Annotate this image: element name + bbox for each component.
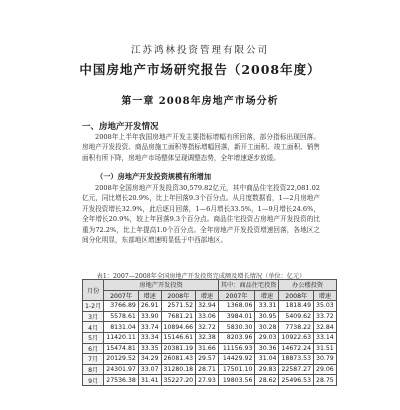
table-cell: 33.07: [138, 364, 161, 375]
subsection-paragraph: 2008年全国房地产开发投资30,579.82亿元，其中商品住宅投资22,081.02亿元，同比增长20.9%，比上年回落9.3个百分点。从月度数据看，1—2月房地产开发投资增长32.9%，此后逐月回落，1—6月增长33.5%，1—9月增长24.6%，全年增长20.9%，较上年回落9.3个百分点。商品住宅投资占房地产开发投资的比重为72.2%，比上年提高1.0个百分点。全年房地产开发投资增速回落，各地区之间分化明显，东部地区增速明显低于中西部地区。: [82, 184, 320, 245]
table-sub-header-row: [83, 290, 337, 301]
investment-table: [82, 279, 337, 386]
group-header-residential: 其中：商品住宅投资: [218, 280, 279, 291]
table-cell: 24301.97: [104, 364, 139, 375]
table-cell: 29.06: [314, 364, 337, 375]
table-cell: 33.06: [196, 311, 219, 322]
table-cell: 3984.01: [218, 311, 255, 322]
table-cell: 30.79: [314, 354, 337, 365]
table-cell: 14672.24: [279, 343, 314, 354]
table-cell: 33.14: [314, 332, 337, 343]
table-cell: 28.75: [314, 375, 337, 386]
table-cell: 32.38: [196, 332, 219, 343]
table-cell: 7681.21: [161, 311, 196, 322]
chapter-heading: 第一章 2008年房地产市场分析: [121, 96, 279, 107]
table-cell: 29.57: [196, 354, 219, 365]
row-month-cell: 3月: [83, 311, 104, 322]
table-cell: 31.51: [314, 343, 337, 354]
table-cell: 11156.93: [218, 343, 255, 354]
table-cell: 3766.89: [104, 301, 139, 312]
table-cell: 15146.61: [161, 332, 196, 343]
sub-header: 增速: [138, 290, 161, 301]
table-cell: 35227.20: [161, 375, 196, 386]
table-cell: 33.34: [138, 332, 161, 343]
table-cell: 20129.52: [104, 354, 139, 365]
table-cell: 8131.04: [104, 322, 139, 333]
table-caption: 表1：2007—2008年全国房地产开发投资完成额及增长情况（单位：亿元）: [96, 273, 306, 280]
table-cell: 11420.11: [104, 332, 139, 343]
table-cell: 31.41: [138, 375, 161, 386]
table-cell: 20381.19: [161, 343, 196, 354]
table-cell: 26.91: [138, 301, 161, 312]
table-cell: 30.28: [255, 322, 279, 333]
table-cell: 22587.27: [279, 364, 314, 375]
sub-header: 2007年: [104, 290, 139, 301]
company-name: 江苏鸿林投资管理有限公司: [130, 45, 269, 56]
subsection-heading: （一）房地产开发投资规模有所增加: [96, 172, 212, 181]
sub-header: 2007年: [218, 290, 255, 301]
row-month-cell: 4月: [83, 322, 104, 333]
group-header-investment: 房地产开发投资: [104, 280, 219, 291]
table-cell: 19803.56: [218, 375, 255, 386]
table-cell: 29.03: [255, 332, 279, 343]
table-row: [83, 343, 337, 354]
table-cell: 32.84: [314, 322, 337, 333]
row-month-cell: 7月: [83, 354, 104, 365]
table-cell: 17501.10: [218, 364, 255, 375]
section-paragraph: 2008年上半年我国房地产开发主要指标增幅有所回落，部分指标出现回落。房地产开发投资、商品房施工面积等指标增幅回落，新开工面积、竣工面积、销售面积有所下降，房地产市场整体呈现调整态势，全年增速逐步放缓。: [82, 133, 320, 162]
table-cell: 32.94: [196, 301, 219, 312]
report-title: 中国房地产市场研究报告（2008年度）: [79, 62, 321, 77]
sub-header: 增速: [255, 290, 279, 301]
table-cell: 14429.92: [218, 354, 255, 365]
table-cell: 28.71: [196, 364, 219, 375]
table-cell: 5409.62: [279, 311, 314, 322]
table-cell: 33.31: [255, 301, 279, 312]
table-cell: 31.66: [196, 343, 219, 354]
month-header: 月份: [83, 280, 104, 301]
table-cell: 33.90: [138, 311, 161, 322]
sub-header: 2008年: [279, 290, 314, 301]
group-header-office: 办公楼投资: [279, 280, 336, 291]
table-body: [83, 301, 337, 386]
table-cell: 30.95: [255, 311, 279, 322]
table-row: [83, 332, 337, 343]
table-cell: 1818.49: [279, 301, 314, 312]
table-row: [83, 354, 337, 365]
table-cell: 35.03: [314, 301, 337, 312]
sub-header: 2008年: [161, 290, 196, 301]
sub-header: 增速: [314, 290, 337, 301]
table-cell: 34.29: [138, 354, 161, 365]
table-cell: 7738.22: [279, 322, 314, 333]
table-cell: 2571.52: [161, 301, 196, 312]
row-month-cell: 8月: [83, 364, 104, 375]
table-cell: 10894.66: [161, 322, 196, 333]
row-month-cell: 1-2月: [83, 301, 104, 312]
table-cell: 10922.63: [279, 332, 314, 343]
table-cell: 33.72: [314, 311, 337, 322]
table-cell: 1368.06: [218, 301, 255, 312]
table-row: [83, 322, 337, 333]
table-group-header-row: [83, 280, 337, 291]
table-cell: 32.72: [196, 322, 219, 333]
table-cell: 27.93: [196, 375, 219, 386]
table-cell: 33.74: [138, 322, 161, 333]
table-cell: 31.04: [255, 354, 279, 365]
table-row: [83, 301, 337, 312]
table-cell: 29.83: [255, 364, 279, 375]
table-cell: 25496.53: [279, 375, 314, 386]
table-cell: 15474.81: [104, 343, 139, 354]
table-cell: 33.35: [138, 343, 161, 354]
table-cell: 28.62: [255, 375, 279, 386]
section-heading: 一、房地产开发情况: [82, 122, 159, 132]
row-month-cell: 5月: [83, 332, 104, 343]
table-row: [83, 311, 337, 322]
sub-header: 增速: [196, 290, 219, 301]
row-month-cell: 9月: [83, 375, 104, 386]
table-cell: 5830.30: [218, 322, 255, 333]
table-cell: 18873.53: [279, 354, 314, 365]
table-cell: 27536.38: [104, 375, 139, 386]
table-row: [83, 375, 337, 386]
table-cell: 30.36: [255, 343, 279, 354]
table-cell: 5578.61: [104, 311, 139, 322]
row-month-cell: 6月: [83, 343, 104, 354]
table-row: [83, 364, 337, 375]
table-cell: 26081.43: [161, 354, 196, 365]
table-cell: 8203.96: [218, 332, 255, 343]
table-cell: 31280.18: [161, 364, 196, 375]
